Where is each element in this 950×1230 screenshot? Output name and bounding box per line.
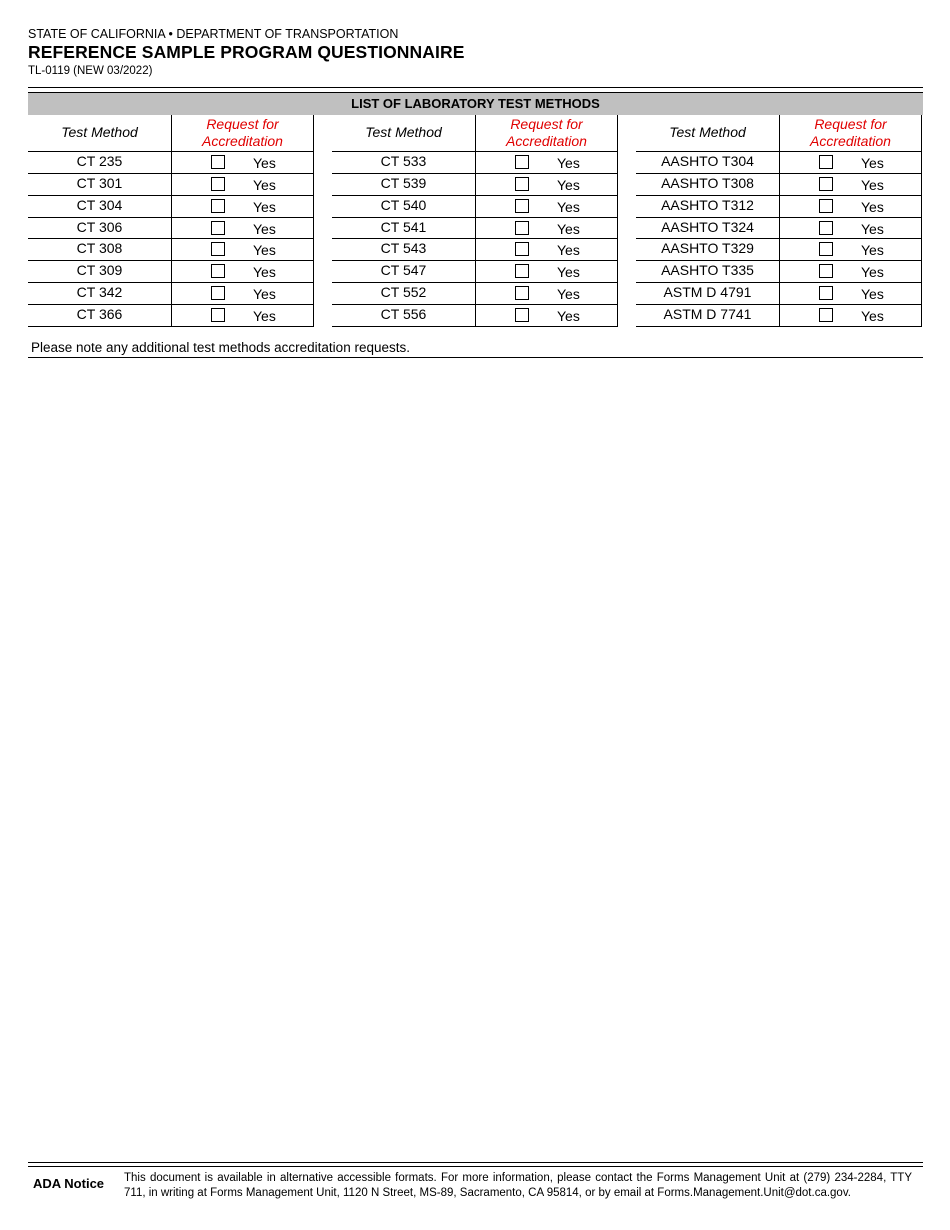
accreditation-checkbox[interactable] [211,308,225,322]
accreditation-checkbox[interactable] [819,264,833,278]
accreditation-checkbox[interactable] [819,308,833,322]
section-header: LIST OF LABORATORY TEST METHODS [28,92,923,115]
test-method-code: CT 539 [380,174,427,191]
test-method-code: CT 533 [380,153,427,169]
additional-methods-note: Please note any additional test methods accreditation requests. [31,340,410,355]
test-method-code: CT 301 [76,174,123,191]
test-method-code: CT 540 [380,196,427,213]
yes-label: Yes [557,307,580,324]
request-accreditation-header: Request for Accreditation [506,116,587,149]
yes-label: Yes [253,264,276,281]
yes-label: Yes [253,307,276,324]
yes-label: Yes [557,242,580,259]
accreditation-checkbox[interactable] [819,155,833,169]
yes-label: Yes [861,155,884,171]
yes-label: Yes [557,155,580,171]
yes-label: Yes [253,286,276,303]
column-divider [779,115,780,327]
test-method-code: AASHTO T304 [661,153,754,169]
accreditation-checkbox[interactable] [211,242,225,256]
yes-label: Yes [861,176,884,193]
yes-label: Yes [253,242,276,259]
yes-label: Yes [557,220,580,237]
test-method-code: CT 556 [380,305,427,322]
test-method-code: CT 235 [76,153,123,169]
ada-notice-label: ADA Notice [33,1176,105,1191]
yes-label: Yes [557,176,580,193]
test-method-code: CT 541 [380,218,427,235]
accreditation-checkbox[interactable] [819,286,833,300]
form-title: REFERENCE SAMPLE PROGRAM QUESTIONNAIRE [28,42,465,62]
accreditation-checkbox[interactable] [515,199,529,213]
test-method-code: CT 308 [76,240,123,257]
accreditation-checkbox[interactable] [515,308,529,322]
yes-label: Yes [861,286,884,303]
accreditation-checkbox[interactable] [819,177,833,191]
group-right-border [313,115,314,327]
group-right-border [921,115,922,327]
accreditation-checkbox[interactable] [211,199,225,213]
accreditation-checkbox[interactable] [211,177,225,191]
top-rule [28,87,923,88]
accreditation-checkbox[interactable] [211,221,225,235]
test-method-code: CT 543 [380,240,427,257]
test-method-code: ASTM D 4791 [663,284,752,301]
test-method-code: AASHTO T308 [661,174,754,191]
test-method-header: Test Method [365,124,442,140]
accreditation-checkbox[interactable] [211,286,225,300]
yes-label: Yes [557,264,580,281]
yes-label: Yes [861,198,884,215]
test-method-header: Test Method [669,124,746,140]
test-method-code: CT 547 [380,262,427,279]
yes-label: Yes [557,286,580,303]
accreditation-checkbox[interactable] [819,242,833,256]
yes-label: Yes [861,220,884,237]
accreditation-checkbox[interactable] [515,221,529,235]
footer-rule [28,1166,923,1167]
accreditation-checkbox[interactable] [515,155,529,169]
accreditation-checkbox[interactable] [211,264,225,278]
accreditation-checkbox[interactable] [515,177,529,191]
request-accreditation-header: Request for Accreditation [202,116,283,149]
yes-label: Yes [253,176,276,193]
test-method-code: CT 552 [380,284,427,301]
accreditation-checkbox[interactable] [211,155,225,169]
note-rule [28,357,923,358]
group-right-border [617,115,618,327]
accreditation-checkbox[interactable] [515,242,529,256]
test-method-code: AASHTO T312 [661,196,754,213]
test-method-code: ASTM D 7741 [663,305,752,322]
test-method-code: CT 366 [76,305,123,322]
yes-label: Yes [253,198,276,215]
accreditation-checkbox[interactable] [819,221,833,235]
yes-label: Yes [253,220,276,237]
yes-label: Yes [861,264,884,281]
yes-label: Yes [861,307,884,324]
test-method-code: CT 342 [76,284,123,301]
request-accreditation-header: Request for Accreditation [810,116,891,149]
test-method-code: CT 309 [76,262,123,279]
form-number: TL-0119 (NEW 03/2022) [28,65,153,77]
test-method-header: Test Method [61,124,138,140]
method-group [636,115,922,327]
agency-line: STATE OF CALIFORNIA • DEPARTMENT OF TRANSPORTATION [28,27,399,41]
ada-notice-text: This document is available in alternative accessible formats. For more information, please contact the Forms Management Unit at (279) 234-2284, TTY 711, in writing at Forms Management Unit, 1120 N Street, MS-89, Sacramento, CA 95814, or by email at Forms.Management.Unit@dot.ca.gov. [124,1172,912,1199]
column-divider [171,115,172,327]
test-method-code: AASHTO T335 [661,262,754,279]
test-method-code: CT 306 [76,218,123,235]
footer-rule [28,1162,923,1163]
yes-label: Yes [861,242,884,259]
column-divider [475,115,476,327]
test-method-code: CT 304 [76,196,123,213]
method-group [332,115,618,327]
yes-label: Yes [253,155,276,171]
accreditation-checkbox[interactable] [515,264,529,278]
test-method-code: AASHTO T329 [661,240,754,257]
test-method-code: AASHTO T324 [661,218,754,235]
yes-label: Yes [557,198,580,215]
accreditation-checkbox[interactable] [515,286,529,300]
method-group [28,115,314,327]
accreditation-checkbox[interactable] [819,199,833,213]
